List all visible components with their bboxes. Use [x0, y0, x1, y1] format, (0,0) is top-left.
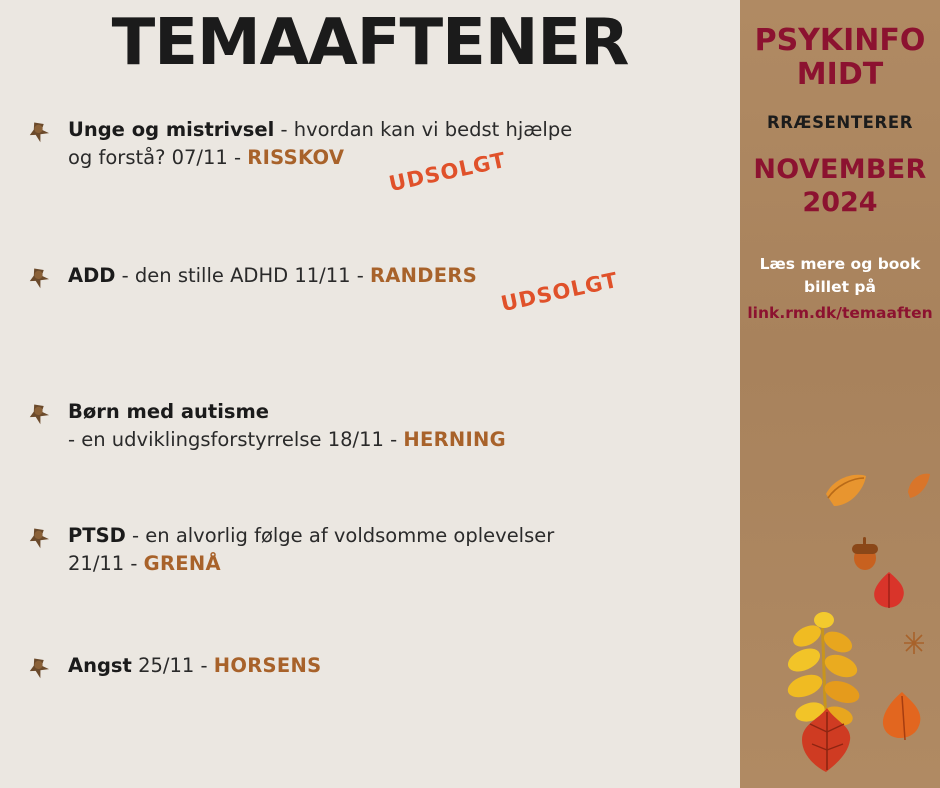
event-desc-2: og forstå? 07/11 - — [68, 146, 248, 170]
leaf-icon — [868, 570, 910, 612]
event-desc-1: - den stille ADHD 11/11 - — [115, 264, 370, 288]
event-text — [68, 652, 720, 680]
status-badge: UDSOLGT — [498, 268, 621, 317]
readmore-line-2: billet på — [804, 278, 876, 297]
leaf-icon — [902, 630, 926, 656]
year-label: 2024 — [802, 186, 878, 218]
pin-icon — [26, 400, 56, 430]
event-desc-1: - hvordan kan vi bedst hjælpe — [274, 118, 573, 142]
event-text — [68, 398, 720, 453]
list-item — [0, 522, 740, 580]
event-desc-1: - en alvorlig følge af voldsomme oplevelser — [125, 524, 555, 548]
event-title: Unge og mistrivsel — [68, 118, 275, 142]
brand-line-2: MIDT — [796, 56, 884, 92]
leaf-icon — [820, 468, 870, 512]
readmore-line-1: Læs mere og book — [759, 254, 921, 273]
event-title: ADD — [68, 264, 116, 288]
event-desc-2: 21/11 - — [68, 552, 144, 576]
event-title: PTSD — [68, 524, 126, 548]
event-text — [68, 522, 720, 577]
event-city: HORSENS — [213, 654, 322, 678]
status-badge: UDSOLGT — [386, 148, 509, 197]
event-city: HERNING — [403, 428, 506, 452]
pin-icon — [26, 524, 56, 554]
brand-line-1: PSYKINFO — [754, 23, 926, 58]
event-title: Angst — [68, 654, 132, 678]
event-desc-2: - en udviklingsforstyrrelse 18/11 - — [68, 428, 404, 452]
event-desc-1: 25/11 - — [131, 654, 214, 678]
acorn-icon — [848, 536, 882, 572]
month-label: NOVEMBER — [753, 154, 927, 186]
page-title: TEMAAFTENER — [111, 6, 629, 80]
event-city: GRENÅ — [143, 552, 221, 576]
list-item — [0, 652, 740, 710]
readmore-text — [740, 219, 940, 300]
pin-icon — [26, 654, 56, 684]
booking-link[interactable]: link.rm.dk/temaaften — [747, 304, 933, 323]
pin-icon — [26, 118, 56, 148]
leaf-icon — [904, 470, 932, 500]
leaf-icon — [876, 690, 928, 746]
event-text — [68, 262, 720, 290]
poster-sidebar — [740, 0, 940, 788]
event-title: Børn med autisme — [68, 400, 270, 424]
events-list — [0, 116, 740, 710]
event-city: RANDERS — [369, 264, 478, 288]
event-text — [68, 116, 720, 171]
presents-label: RRÆSENTERER — [766, 113, 914, 133]
pin-icon — [26, 264, 56, 294]
brand-name — [740, 0, 940, 91]
leaf-icon — [790, 706, 864, 778]
list-item — [0, 398, 740, 456]
list-item — [0, 262, 740, 320]
list-item — [0, 116, 740, 197]
event-city: RISSKOV — [247, 146, 345, 170]
